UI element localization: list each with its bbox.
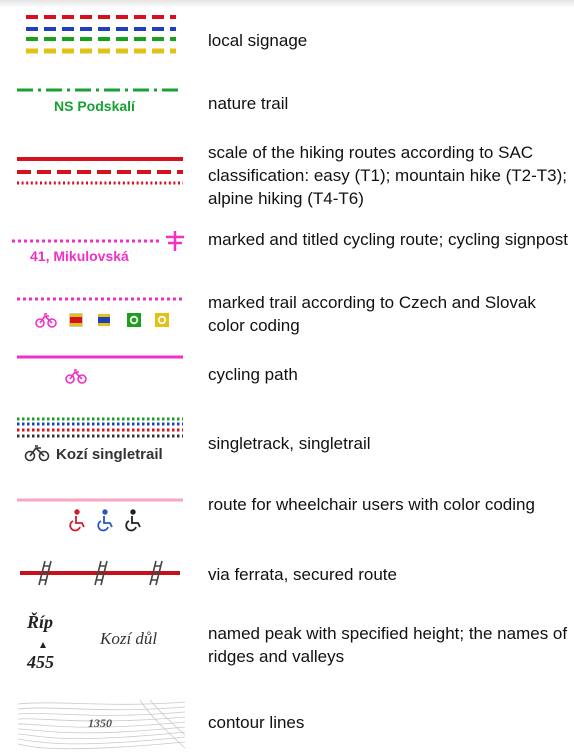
legend-description: nature trail [208, 94, 289, 113]
peak-name: Říp [27, 612, 54, 632]
legend-description: via ferrata, secured route [208, 565, 397, 584]
legend-description: singletrack, singletrail [208, 434, 371, 453]
legend-description: route for wheelchair users with color coding [208, 495, 535, 514]
contour-lines-symbol [0, 0, 190, 754]
legend-description: marked trail according to Czech and Slovak color coding [208, 293, 536, 335]
legend-description: local signage [208, 31, 308, 50]
nature-trail-label: NS Podskalí [54, 98, 135, 114]
legend-description: named peak with specified height; the names of ridges and valleys [208, 624, 568, 666]
valley-name: Kozí důl [100, 629, 158, 648]
legend-description: contour lines [208, 713, 305, 732]
singletrack-label: Kozí singletrail [56, 446, 163, 463]
contour-label: 1350 [88, 716, 112, 730]
legend-description: scale of the hiking routes according to SAC classification: easy (T1); mountain hike (T2-T3); alpine hiking (T4-T6) [208, 143, 568, 208]
legend-description: cycling path [208, 365, 298, 384]
peak-height: 455 [27, 652, 54, 672]
cycling-route-label: 41, Mikulovská [30, 248, 129, 264]
legend-description: marked and titled cycling route; cycling signpost [208, 230, 569, 249]
